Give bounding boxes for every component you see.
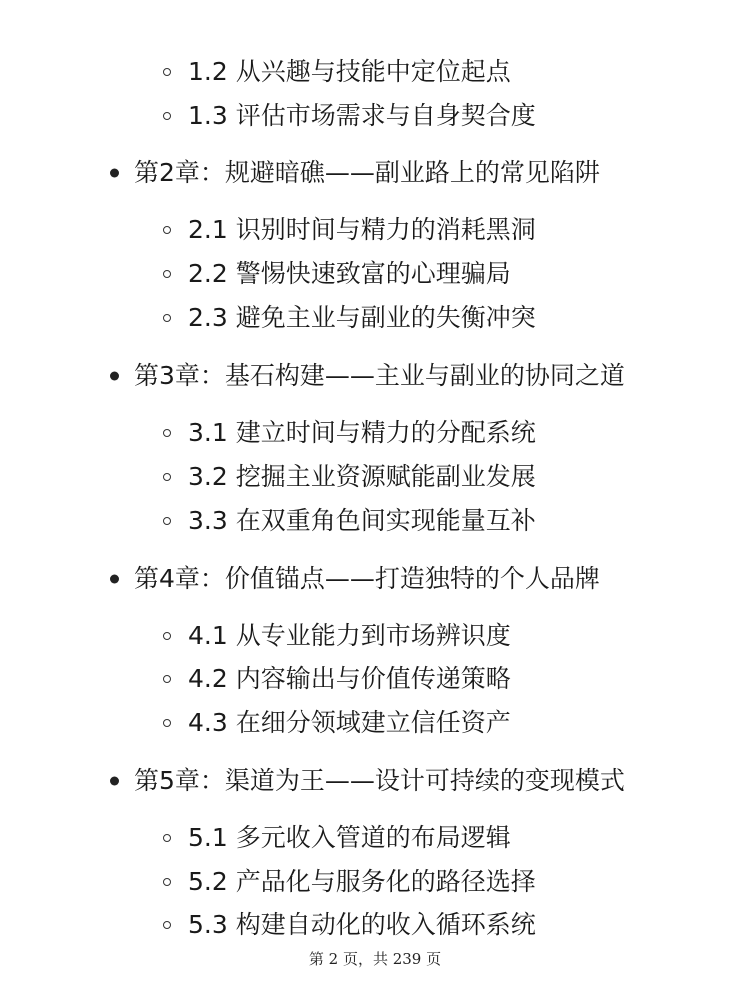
hollow-bullet-icon [163, 473, 171, 481]
hollow-bullet-icon [163, 632, 171, 640]
hollow-bullet-icon [163, 112, 171, 120]
hollow-bullet-icon [163, 675, 171, 683]
filled-bullet-icon [110, 169, 119, 178]
section-label: 4.2 内容输出与价值传递策略 [188, 664, 511, 693]
chapter-label: 第5章：渠道为王——设计可持续的变现模式 [134, 766, 625, 795]
hollow-bullet-icon [163, 270, 171, 278]
hollow-bullet-icon [163, 921, 171, 929]
filled-bullet-icon [110, 372, 119, 381]
hollow-bullet-icon [163, 878, 171, 886]
section-label: 1.2 从兴趣与技能中定位起点 [188, 57, 511, 86]
section-label: 3.2 挖掘主业资源赋能副业发展 [188, 462, 536, 491]
hollow-bullet-icon [163, 834, 171, 842]
section-label: 1.3 评估市场需求与自身契合度 [188, 101, 536, 130]
section-label: 4.3 在细分领域建立信任资产 [188, 708, 511, 737]
section-label: 3.3 在双重角色间实现能量互补 [188, 506, 536, 535]
section-label: 3.1 建立时间与精力的分配系统 [188, 418, 536, 447]
section-label: 5.2 产品化与服务化的路径选择 [188, 867, 536, 896]
page-number-footer: 第 2 页，共 239 页 [308, 950, 442, 968]
section-label: 5.1 多元收入管道的布局逻辑 [188, 823, 511, 852]
section-label: 5.3 构建自动化的收入循环系统 [188, 910, 536, 939]
chapter-label: 第2章：规避暗礁——副业路上的常见陷阱 [134, 158, 600, 187]
hollow-bullet-icon [163, 517, 171, 525]
chapter-label: 第4章：价值锚点——打造独特的个人品牌 [134, 564, 600, 593]
chapter-label: 第3章：基石构建——主业与副业的协同之道 [134, 361, 625, 390]
hollow-bullet-icon [163, 68, 171, 76]
hollow-bullet-icon [163, 226, 171, 234]
section-label: 2.1 识别时间与精力的消耗黑洞 [188, 215, 536, 244]
section-label: 2.2 警惕快速致富的心理骗局 [188, 259, 511, 288]
section-label: 4.1 从专业能力到市场辨识度 [188, 621, 511, 650]
hollow-bullet-icon [163, 719, 171, 727]
filled-bullet-icon [110, 777, 119, 786]
filled-bullet-icon [110, 575, 119, 584]
section-label: 2.3 避免主业与副业的失衡冲突 [188, 303, 536, 332]
hollow-bullet-icon [163, 314, 171, 322]
hollow-bullet-icon [163, 429, 171, 437]
